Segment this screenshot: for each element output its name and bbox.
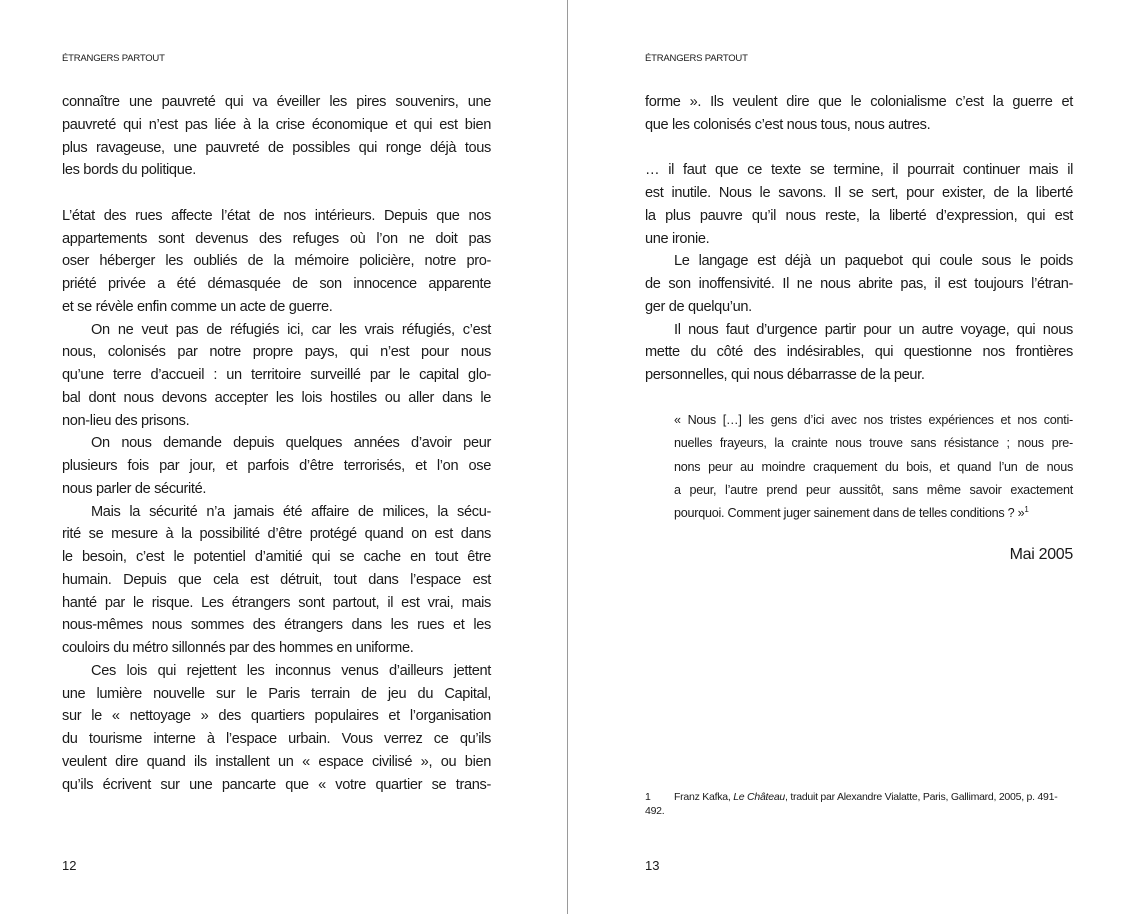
quote-text: a peur, l’autre prend peur aussitôt, sans même savoir exactement (674, 482, 1073, 497)
text-line: que les colonisés c’est nous tous, nous autres. (645, 116, 931, 133)
quote-line (674, 456, 1073, 479)
quote-line (674, 409, 1073, 432)
text-line: nous parler de sécurité. (62, 480, 207, 497)
text-line: qu’une terre d’accueil : un territoire surveillé par le capital glo- (62, 367, 491, 383)
text-line: humain. Depuis que cela est détruit, tout dans l’espace est (62, 571, 491, 588)
text-line: hanté par le risque. Les étrangers sont partout, il est vrai, mais (62, 594, 491, 611)
text-line: Ces lois qui rejettent les inconnus venus d’ailleurs jettent (91, 662, 491, 679)
body-text (62, 91, 491, 796)
text-line: L’état des rues affecte l’état de nos intérieurs. Depuis que nos (62, 207, 491, 224)
text-line: nous, colonisés par notre propre pays, qui n’est pour nous (62, 344, 491, 361)
quote-text: « Nous […] les gens d’ici avec nos tristes expériences et nos conti- (674, 413, 1073, 427)
text-line: Mais la sécurité n’a jamais été affaire de milices, la sécu- (91, 503, 491, 520)
text-line: … il faut que ce texte se termine, il pourrait continuer mais il (645, 162, 1073, 179)
text-line: du tourisme interne à l’espace urbain. Vous verrez ce qu’ils (62, 731, 491, 747)
quote-line (674, 479, 1073, 502)
text-line: Le langage est déjà un paquebot qui coule sous le poids (674, 253, 1073, 270)
text-line: et se révèle enfin comme un acte de guerre. (62, 298, 333, 315)
gutter-divider (567, 0, 568, 914)
footnote-title: Le Château (733, 791, 785, 803)
paragraph-break (645, 137, 1073, 160)
text-line: la plus pauvre qu’il nous reste, la liberté d’expression, qui est (645, 207, 1073, 224)
text-line: bal dont nous devons accepter les lois hostiles ou aller dans le (62, 389, 491, 406)
block-quote (674, 409, 1073, 525)
footnote (645, 790, 1073, 818)
paragraph-break (62, 182, 491, 205)
footnote-text: Franz Kafka, (674, 791, 734, 803)
text-line: rité se mesure à la possibilité d’être protégé quand on est dans (62, 526, 491, 543)
text-line: nous-mêmes nous sommes des étrangers dans les rues et les (62, 617, 491, 634)
date-signature: Mai 2005 (1009, 546, 1073, 563)
running-head: ÉTRANGERS PARTOUT (645, 53, 748, 64)
text-line: forme ». Ils veulent dire que le colonialisme c’est la guerre et (645, 94, 1073, 110)
footnote-number: 1 (645, 791, 651, 803)
text-line: non-lieu des prisons. (62, 412, 190, 429)
text-line: de son inoffensivité. Il ne nous abrite pas, il est toujours l’étran- (645, 276, 1073, 292)
quote-text: pourquoi. Comment juger sainement dans de telles conditions ? » (674, 506, 1025, 521)
text-line: couloirs du métro sillonnés par des hommes en uniforme. (62, 640, 414, 656)
text-line: On ne veut pas de réfugiés ici, car les vrais réfugiés, c’est (91, 321, 491, 338)
left-page (62, 0, 491, 914)
text-line: qu’ils écrivent sur une pancarte que « votre quartier se trans- (62, 776, 491, 793)
quote-text: nuelles frayeurs, la crainte nous trouve sans résistance ; nous pre- (674, 436, 1073, 451)
text-line: On nous demande depuis quelques années d’avoir peur (91, 435, 491, 452)
right-page (645, 0, 1073, 914)
text-line: une ironie. (645, 230, 710, 247)
text-line: oser héberger les oubliés de la mémoire policière, notre pro- (62, 253, 491, 270)
page-number: 12 (62, 858, 77, 873)
text-line: appartements sont devenus des refuges où l’on ne doit pas (62, 230, 491, 247)
running-head: ÉTRANGERS PARTOUT (62, 53, 165, 64)
quote-text: nons peur au moindre craquement du bois, et quand l’un de nous (674, 459, 1073, 474)
text-line: le besoin, c’est le potentiel d’amitié qui se cache en tout être (62, 549, 491, 565)
text-line: priété privée a été démasquée de son innocence apparente (62, 276, 491, 292)
text-line: connaître une pauvreté qui va éveiller les pires souvenirs, une (62, 94, 491, 110)
quote-line (674, 432, 1073, 455)
text-line: une lumière nouvelle sur le Paris terrain de jeu du Capital, (62, 685, 491, 702)
text-line: plusieurs fois par jour, et parfois d’être terrorisés, et l’on ose (62, 458, 491, 474)
text-line: Il nous faut d’urgence partir pour un autre voyage, qui nous (674, 321, 1073, 338)
text-line: pauvreté qui n’est pas liée à la crise économique et qui est bien (62, 116, 491, 133)
body-text (645, 91, 1073, 387)
text-line: ger de quelqu’un. (645, 298, 752, 315)
text-line: les bords du politique. (62, 162, 196, 179)
text-line: plus ravageuse, une pauvreté de possibles qui ronge déjà tous (62, 139, 491, 156)
text-line: personnelles, qui nous débarrasse de la peur. (645, 367, 925, 383)
text-line: est inutile. Nous le savons. Il se sert, pour exister, de la liberté (645, 185, 1073, 201)
text-line: mette du côté des indésirables, qui questionne nos frontières (645, 344, 1073, 361)
text-line: veulent dire quand ils installent un « espace civilisé », ou bien (62, 753, 491, 770)
page-number: 13 (645, 858, 660, 873)
footnote-text: , traduit par Alexandre Vialatte, Paris, Gallimard, 2005, p. 491-492. (645, 791, 1058, 817)
quote-line (674, 502, 1073, 525)
text-line: sur le « nettoyage » des quartiers populaires et l’organisation (62, 708, 491, 725)
footnote-reference: 1 (1024, 505, 1029, 514)
